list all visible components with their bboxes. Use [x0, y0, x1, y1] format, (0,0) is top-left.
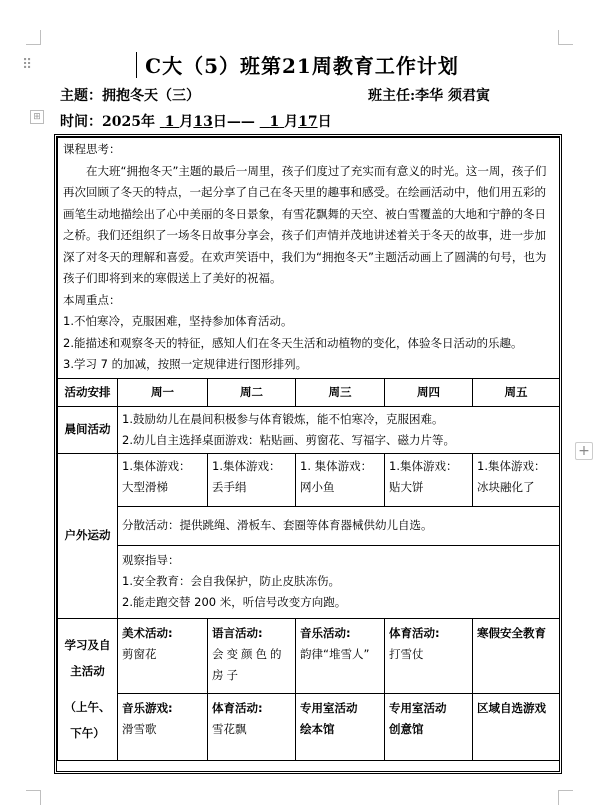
date-dash: ——: [226, 114, 260, 130]
study-cell[interactable]: [473, 618, 560, 693]
day-header[interactable]: 周五: [473, 378, 560, 406]
game-title: 1.集体游戏：: [122, 458, 191, 473]
study-cell[interactable]: [208, 618, 296, 693]
morning-content[interactable]: [118, 406, 560, 453]
study-cell[interactable]: [385, 693, 473, 760]
game-name: 网小鱼: [300, 479, 335, 494]
month-unit: 月: [179, 114, 194, 130]
game-title: 1.集体游戏：: [477, 458, 546, 473]
study-label-line: 主活动: [70, 664, 105, 678]
study-title: 语言活动:: [212, 625, 263, 640]
study-cell[interactable]: [118, 693, 208, 760]
study-text: 绘本馆: [300, 721, 335, 736]
time-line[interactable]: [60, 111, 332, 131]
outdoor-game-cell[interactable]: [385, 453, 473, 506]
study-title: 体育活动:: [212, 700, 263, 715]
outdoor-label[interactable]: 户外运动: [58, 453, 118, 618]
observe-item: 2.能走跑交替 200 米，听信号改变方向跑。: [122, 595, 347, 609]
game-title: 1. 集体游戏：: [300, 458, 373, 473]
study-title: 区域自选游戏: [477, 700, 546, 715]
intro-cell[interactable]: [58, 138, 560, 379]
day-unit: 日: [212, 114, 227, 130]
study-title: 音乐游戏:: [122, 700, 173, 715]
study-text: 滑雪歌: [122, 721, 157, 736]
study-label-line: 下午）: [70, 726, 105, 740]
reflection-text: 在大班“拥抱冬天”主题的最后一周里，孩子们度过了充实而有意义的时光。这一周，孩子们再次回顾了冬天的特点，一起分享了自己在冬天里的趣事和感受。在绘画活动中，他们用五彩的画笔生动地描绘出了心中美丽的冬日景象，有雪花飘舞的天空、被白雪覆盖的大地和宁静的冬日之桥。我们还组织了一场冬日故事分享会，孩子们声情并茂地讲述着关于冬天的故事，进一步加深了对冬天的理解和喜爱。在欢声笑语中，我们为“拥抱冬天”主题活动画上了圆满的句号，也为孩子们即将到来的寒假送上了美好的祝福。: [63, 163, 547, 285]
reflection-title: 课程思考：: [63, 142, 121, 156]
drag-handle-icon[interactable]: ⠿: [22, 57, 31, 73]
study-cell[interactable]: [118, 618, 208, 693]
study-text: 雪花飘: [212, 721, 247, 736]
page-corner-mark: [26, 30, 41, 45]
page-title[interactable]: C大（5）班第21周教育工作计划: [145, 54, 459, 78]
outdoor-game-cell[interactable]: [473, 453, 560, 506]
day-header[interactable]: 周一: [118, 378, 208, 406]
study-text: 剪窗花: [122, 646, 157, 661]
study-title: 寒假安全教育: [477, 625, 546, 640]
focus-item: 2.能描述和观察冬天的特征，感知人们在冬天生活和动植物的变化，体验冬日活动的乐趣。: [63, 335, 523, 350]
add-button[interactable]: +: [575, 442, 593, 460]
scattered-activity-cell[interactable]: [118, 506, 560, 545]
study-cell[interactable]: [296, 693, 385, 760]
study-cell[interactable]: [473, 693, 560, 760]
game-name: 贴大饼: [389, 479, 424, 494]
morning-line: 1.鼓励幼儿在晨间积极参与体育锻炼，能不怕寒冷，克服困难。: [122, 411, 444, 426]
morning-line: 2.幼儿自主选择桌面游戏：粘贴画、剪窗花、写福字、磁力片等。: [122, 432, 455, 447]
study-title: 音乐活动:: [300, 625, 351, 640]
page-corner-mark: [558, 30, 573, 45]
theme-line[interactable]: [60, 85, 200, 105]
study-title: 美术活动:: [122, 625, 173, 640]
game-name: 丢手绢: [212, 479, 247, 494]
year-unit: 年: [140, 114, 155, 130]
game-name: 冰块融化了: [477, 479, 535, 494]
day-unit: 日: [317, 114, 332, 130]
study-label-line: 学习及自: [64, 638, 111, 652]
corner-header[interactable]: 活动安排: [58, 378, 118, 406]
teacher-line[interactable]: [368, 85, 490, 105]
page-corner-mark: [26, 790, 41, 805]
day-header[interactable]: 周三: [296, 378, 385, 406]
focus-title: 本周重点：: [63, 292, 121, 307]
outdoor-game-cell[interactable]: [118, 453, 208, 506]
study-title: 专用室活动: [300, 700, 358, 715]
focus-item: 1.不怕寒冷，克服困难，坚持参加体育活动。: [63, 314, 293, 328]
start-day: 13: [193, 114, 213, 130]
plan-table: [57, 137, 560, 761]
day-header[interactable]: 周二: [208, 378, 296, 406]
theme-label: 主题：: [60, 88, 102, 104]
study-text: 韵律“堆雪人”: [300, 646, 370, 661]
study-label-line: （上午、: [64, 700, 111, 714]
outdoor-game-cell[interactable]: [296, 453, 385, 506]
study-text: 创意馆: [389, 721, 424, 736]
study-cell[interactable]: [208, 693, 296, 760]
time-label: 时间：: [60, 114, 102, 130]
scattered-activity: 分散活动：提供跳绳、滑板车、套圈等体育器械供幼儿自选。: [122, 518, 433, 532]
day-header-row: [58, 378, 560, 406]
end-month: 1: [269, 114, 280, 130]
game-title: 1.集体游戏：: [389, 458, 458, 473]
study-text: 会变颜色的房子: [212, 646, 285, 682]
start-month: 1: [164, 114, 175, 130]
study-cell[interactable]: [385, 618, 473, 693]
game-name: 大型滑梯: [122, 479, 168, 494]
table-move-handle-icon[interactable]: ⊞: [30, 110, 44, 124]
year: 2025: [102, 114, 141, 130]
page-corner-mark: [558, 790, 573, 805]
study-title: 专用室活动: [389, 700, 447, 715]
study-title: 体育活动:: [389, 625, 440, 640]
study-label[interactable]: [58, 618, 118, 760]
day-header[interactable]: 周四: [385, 378, 473, 406]
theme-value: 拥抱冬天（三）: [102, 88, 200, 104]
study-text: 打雪仗: [389, 646, 424, 661]
observe-item: 1.安全教育：会自我保护，防止皮肤冻伤。: [122, 574, 340, 588]
end-day: 17: [298, 114, 318, 130]
morning-label[interactable]: 晨间活动: [58, 406, 118, 453]
teacher-value: 李华 须君寅: [415, 88, 491, 104]
month-unit: 月: [284, 114, 299, 130]
observe-title: 观察指导：: [122, 553, 180, 567]
outdoor-game-cell[interactable]: [208, 453, 296, 506]
focus-item: 3.学习 7 的加减，按照一定规律进行图形排列。: [63, 357, 308, 371]
teacher-label: 班主任:: [368, 88, 416, 104]
study-cell[interactable]: [296, 618, 385, 693]
game-title: 1.集体游戏：: [212, 458, 281, 473]
observe-cell[interactable]: [118, 545, 560, 618]
